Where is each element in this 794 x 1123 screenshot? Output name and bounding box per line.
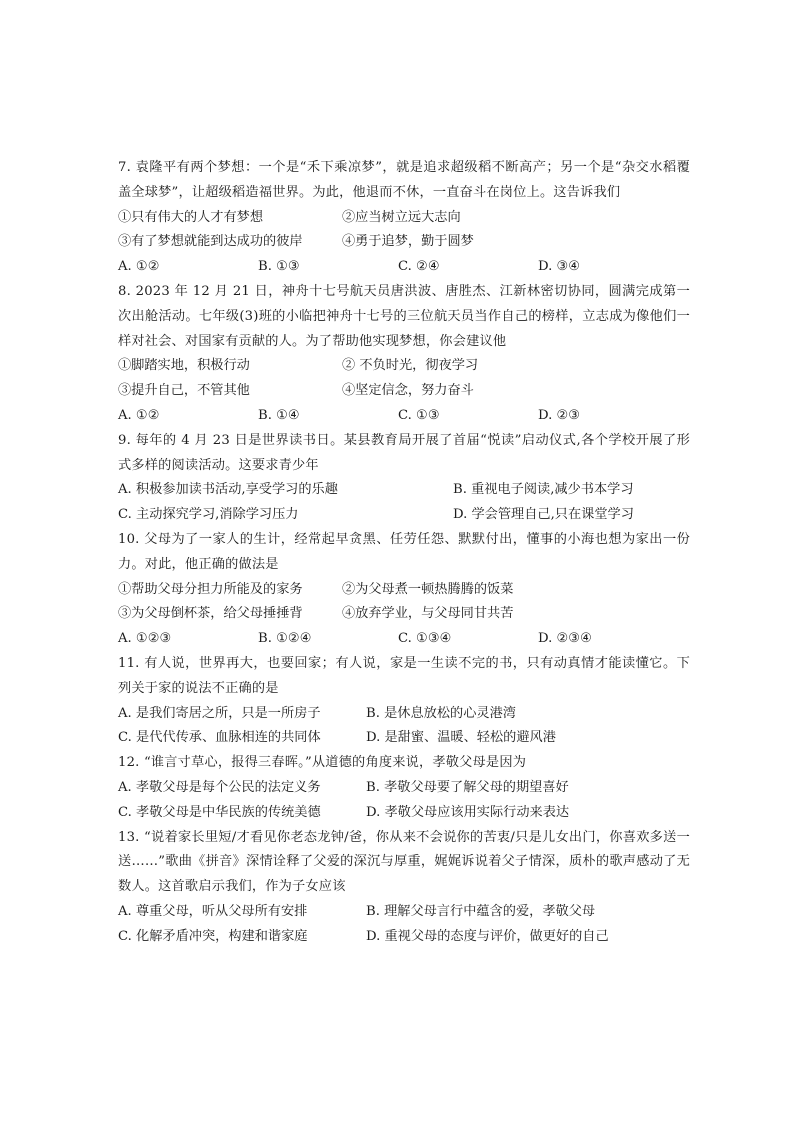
question-8 [118, 280, 690, 429]
choice-row [118, 255, 690, 280]
choice-a: A. 尊重父母，听从父母所有安排 [118, 903, 308, 919]
statement: ③提升自己，不管其他 [118, 383, 250, 399]
question-12 [118, 751, 690, 825]
question-stem: 11. 有人说，世界再大，也要回家；有人说，家是一生读不完的书，只有动真情才能读懂它。下列关于家的说法不正确的是 [118, 655, 690, 696]
choice-b: B. ①③ [258, 259, 300, 275]
statement-row [118, 578, 690, 603]
choice-a: A. ①②③ [118, 631, 172, 647]
choice-c: C. ②④ [398, 259, 440, 275]
statement-row [118, 206, 690, 231]
choice-d: D. ②③ [538, 407, 581, 423]
choice-d: D. 学会管理自己,只在课堂学习 [453, 507, 634, 523]
statement: ②应当树立远大志向 [342, 209, 461, 225]
question-stem: 12. “谁言寸草心，报得三春晖。”从道德的角度来说，孝敬父母是因为 [118, 755, 527, 771]
choice-b: B. 重视电子阅读,减少书本学习 [453, 482, 634, 498]
question-stem: 10. 父母为了一家人的生计，经常起早贪黑、任劳任怨、默默付出，懂事的小海也想为家出一份力。对此，他正确的做法是 [118, 531, 690, 572]
choice-d: D. 是甜蜜、温暖、轻松的避风港 [366, 730, 556, 746]
choice-row [118, 726, 690, 751]
choice-row [118, 503, 690, 528]
choice-c: C. 孝敬父母是中华民族的传统美德 [118, 804, 321, 820]
choice-c: C. ①③ [398, 407, 440, 423]
choice-d: D. 重视父母的态度与评价，做更好的自己 [366, 928, 609, 944]
choice-d: D. ②③④ [538, 631, 592, 647]
statement: ④勇于追梦，勤于圆梦 [342, 234, 474, 250]
question-13 [118, 826, 690, 950]
statement: ④坚定信念，努力奋斗 [342, 383, 474, 399]
question-11 [118, 652, 690, 751]
choice-a: A. ①② [118, 407, 160, 423]
choice-d: D. 孝敬父母应该用实际行动来表达 [366, 804, 570, 820]
statement: ①脚踏实地，积极行动 [118, 358, 250, 374]
question-10 [118, 528, 690, 652]
choice-a: A. 积极参加读书活动,享受学习的乐趣 [118, 482, 338, 498]
choice-row [118, 702, 690, 727]
question-stem: 13. “说着家长里短/才看见你老态龙钟/爸，你从来不会说你的苦衷/只是儿女出门，你喜欢多送一送……”歌曲《拼音》深情诠释了父爱的深沉与厚重，娓娓诉说着父子情深，质朴的歌声感动了无数人。这首歌启示我们，作为子女应该 [118, 829, 690, 895]
statement-row [118, 602, 690, 627]
statement: ②为父母煮一顿热腾腾的饭菜 [342, 581, 514, 597]
choice-row [118, 776, 690, 801]
choice-a: A. ①② [118, 259, 160, 275]
statement-row [118, 354, 690, 379]
statement: ①只有伟大的人才有梦想 [118, 209, 264, 225]
statement-row [118, 230, 690, 255]
choice-c: C. 主动探究学习,消除学习压力 [118, 507, 299, 523]
choice-row [118, 627, 690, 652]
question-stem: 7. 袁隆平有两个梦想：一个是“禾下乘凉梦”，就是追求超级稻不断高产；另一个是“杂交水稻覆盖全球梦”，让超级稻造福世界。为此，他退而不休，一直奋斗在岗位上。这告诉我们 [118, 160, 690, 200]
question-9 [118, 429, 690, 528]
choice-d: D. ③④ [538, 259, 581, 275]
choice-row [118, 801, 690, 826]
choice-row [118, 478, 690, 503]
choice-a: A. 孝敬父母是每个公民的法定义务 [118, 779, 321, 795]
statement: ③有了梦想就能到达成功的彼岸 [118, 234, 303, 250]
exam-page [118, 156, 690, 950]
choice-c: C. ①③④ [398, 631, 452, 647]
choice-row [118, 900, 690, 925]
choice-row [118, 404, 690, 429]
statement: ③为父母倒杯茶，给父母捶捶背 [118, 606, 303, 622]
statement: ①帮助父母分担力所能及的家务 [118, 581, 303, 597]
choice-a: A. 是我们寄居之所，只是一所房子 [118, 705, 321, 721]
statement-row [118, 379, 690, 404]
choice-b: B. 孝敬父母要了解父母的期望喜好 [366, 779, 569, 795]
choice-b: B. 是休息放松的心灵港湾 [366, 705, 516, 721]
choice-b: B. ①④ [258, 407, 300, 423]
choice-c: C. 化解矛盾冲突，构建和谐家庭 [118, 928, 308, 944]
question-stem: 8. 2023 年 12 月 21 日，神舟十七号航天员唐洪波、唐胜杰、江新林密切协同，圆满完成第一次出舱活动。七年级(3)班的小临把神舟十七号的三位航天员当作自己的榜样，立志成为像他们一样对社会、对国家有贡献的人。为了帮助他实现梦想，你会建议他 [118, 283, 690, 349]
choice-c: C. 是代代传承、血脉相连的共同体 [118, 730, 321, 746]
statement: ② 不负时光，彻夜学习 [342, 358, 479, 374]
question-stem: 9. 每年的 4 月 23 日是世界读书日。某县教育局开展了首届“悦读”启动仪式,各个学校开展了形式多样的阅读活动。这要求青少年 [118, 432, 690, 473]
choice-b: B. ①②④ [258, 631, 312, 647]
statement: ④放弃学业，与父母同甘共苦 [342, 606, 514, 622]
choice-b: B. 理解父母言行中蕴含的爱，孝敬父母 [366, 903, 596, 919]
choice-row [118, 925, 690, 950]
question-7 [118, 156, 690, 280]
